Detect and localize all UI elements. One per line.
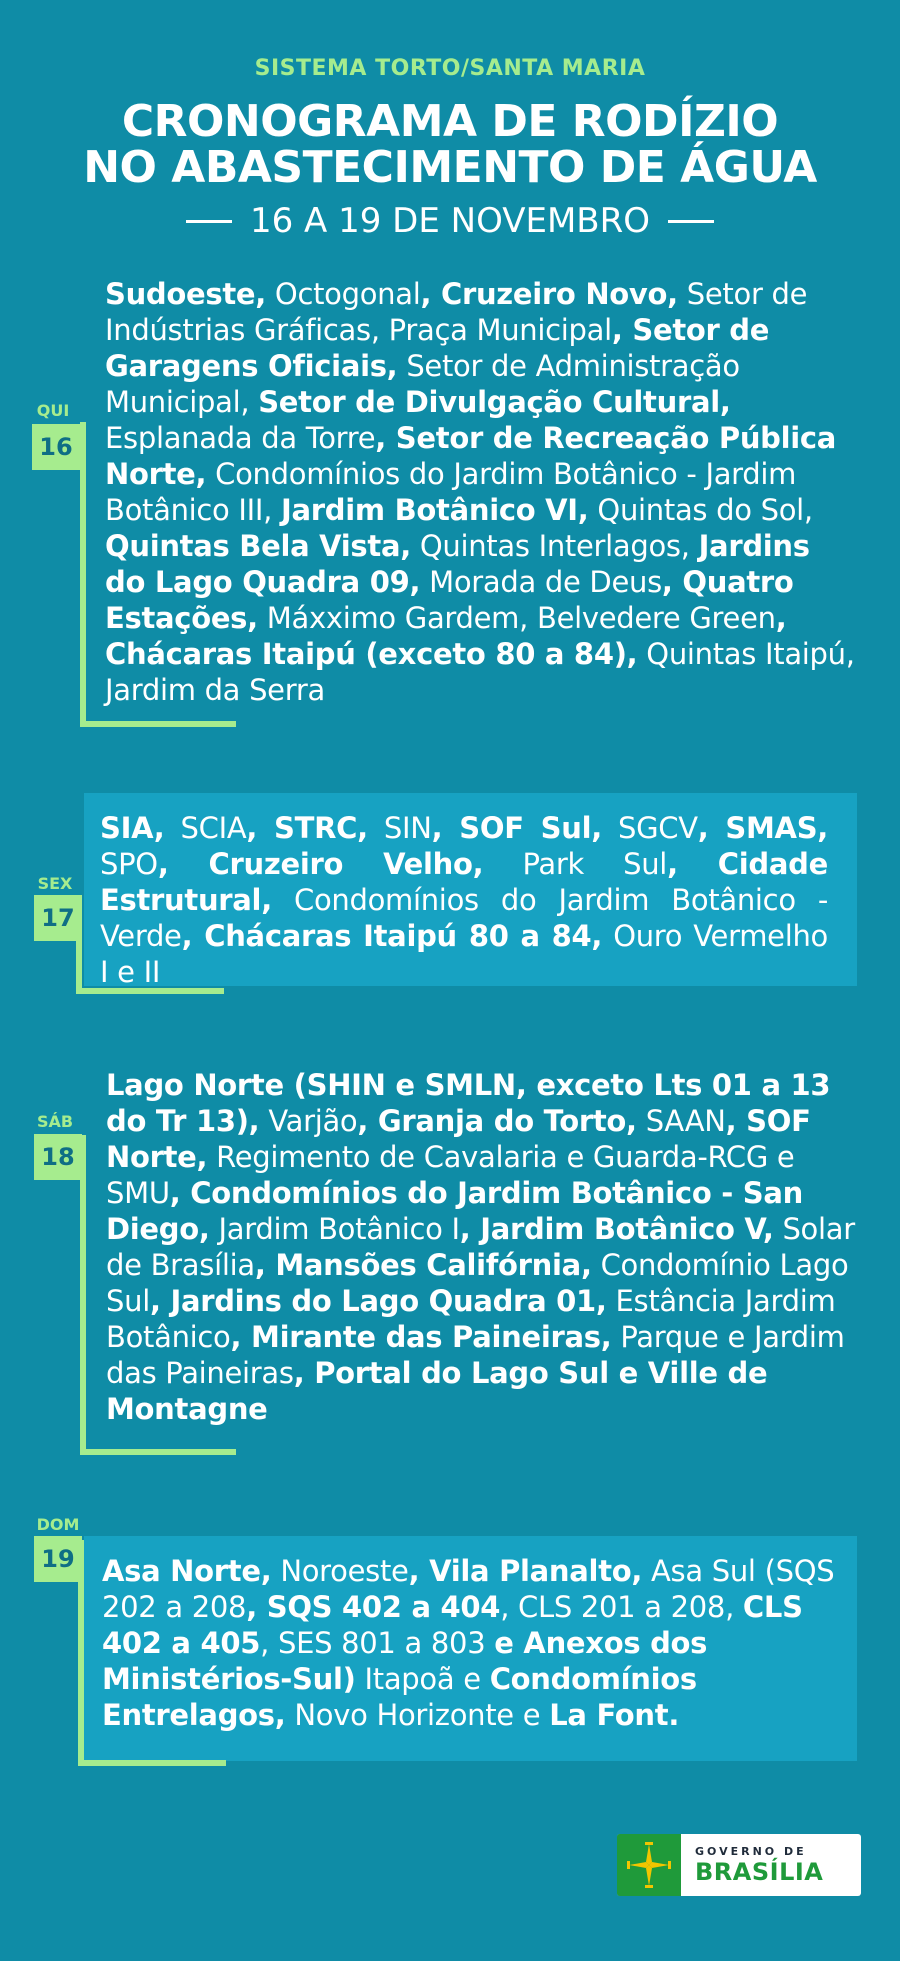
neighborhood-bold: La Font. (549, 1698, 680, 1732)
neighborhood-bold: , STRC, (246, 811, 368, 845)
neighborhood-bold: , Jardins do Lago Quadra 01, (149, 1284, 607, 1318)
logo-top-text: GOVERNO DE (695, 1844, 807, 1858)
neighborhood-regular: SPO (100, 847, 158, 881)
date-range-text: 16 A 19 DE NOVEMBRO (249, 201, 651, 241)
day-rail-foot (78, 1760, 226, 1766)
neighborhood-regular: Condomínios do Jardim Botânico - Verde (100, 883, 828, 953)
day-rail-foot (80, 1449, 236, 1455)
neighborhood-regular: Máxximo Gardem, Belvedere Green (257, 601, 776, 635)
neighborhood-list (102, 1553, 842, 1733)
neighborhood-regular: Condomínios do Jardim Botânico - Jardim Botânico III, (105, 457, 797, 527)
neighborhood-bold: , SOF Norte, (106, 1104, 811, 1174)
neighborhood-bold: , Chácaras Itaipú (exceto 80 a 84), (105, 601, 787, 671)
neighborhood-bold: , Condomínios do Jardim Botânico - San Diego, (106, 1176, 803, 1246)
neighborhood-regular: Asa Sul (SQS 202 a 208 (102, 1554, 835, 1624)
neighborhood-bold: , Chácaras Itaipú 80 a 84, (181, 919, 603, 953)
neighborhood-regular: Jardim Botânico I (209, 1212, 460, 1246)
neighborhood-regular: Noroeste (271, 1554, 409, 1588)
neighborhood-bold: Quintas Bela Vista, (105, 529, 411, 563)
neighborhood-regular: Solar de Brasília (106, 1212, 855, 1282)
neighborhood-regular: SAAN (636, 1104, 726, 1138)
neighborhood-regular: SIN (367, 811, 432, 845)
neighborhood-bold: Jardim Botânico VI, (281, 493, 589, 527)
day-number-badge: 16 (32, 424, 80, 470)
title-line-2: NO ABASTECIMENTO DE ÁGUA (83, 142, 817, 193)
day-rail-foot (80, 721, 236, 727)
neighborhood-regular: Parque e Jardim das Paineiras (106, 1320, 845, 1390)
system-subtitle: SISTEMA TORTO/SANTA MARIA (254, 56, 646, 81)
neighborhood-regular: SCIA (164, 811, 247, 845)
neighborhood-regular: Ouro Vermelho I e II (100, 919, 828, 989)
neighborhood-regular: Quintas Interlagos, (410, 529, 699, 563)
title-line-1: CRONOGRAMA DE RODÍZIO (121, 96, 779, 147)
neighborhood-regular: Morada de Deus (420, 565, 662, 599)
neighborhood-bold: , Vila Planalto, (408, 1554, 643, 1588)
dash-left (186, 220, 232, 223)
date-range (0, 201, 900, 241)
logo-text (681, 1834, 861, 1896)
neighborhood-regular: Setor de Administração Municipal, (105, 349, 740, 419)
neighborhood-bold: , Setor de Recreação Pública Norte, (105, 421, 837, 491)
neighborhood-bold: , Cruzeiro Novo, (420, 277, 678, 311)
neighborhood-bold: , Mirante das Paineiras, (230, 1320, 612, 1354)
neighborhood-bold: CLS 402 a 405 (102, 1590, 803, 1660)
neighborhood-bold: Asa Norte, (102, 1554, 272, 1588)
brasilia-emblem-icon (617, 1834, 681, 1896)
neighborhood-regular: , CLS 201 a 208, (500, 1590, 743, 1624)
neighborhood-regular: Itapoã e (355, 1662, 490, 1696)
neighborhood-bold: , Mansões Califórnia, (254, 1248, 592, 1282)
neighborhood-bold: , Granja do Torto, (357, 1104, 637, 1138)
neighborhood-bold: Sudoeste, (105, 277, 266, 311)
neighborhood-list (105, 276, 855, 708)
weekday-label: QUI (36, 401, 70, 420)
neighborhood-regular: Condomínio Lago Sul (106, 1248, 849, 1318)
logo-bottom-text: BRASÍLIA (695, 1857, 824, 1886)
neighborhood-regular: Regimento de Cavalaria e Guarda-RCG e SMU (106, 1140, 795, 1210)
neighborhood-list (106, 1067, 858, 1427)
neighborhood-regular: Esplanada da Torre (105, 421, 376, 455)
neighborhood-regular: Novo Horizonte e (285, 1698, 550, 1732)
neighborhood-bold: , Cidade Estrutural, (100, 847, 828, 917)
neighborhood-bold: , SQS 402 a 404 (246, 1590, 501, 1624)
neighborhood-bold: , Jardim Botânico V, (459, 1212, 774, 1246)
neighborhood-regular: Setor de Indústrias Gráficas, Praça Municipal (105, 277, 808, 347)
neighborhood-bold: e Anexos dos Ministérios-Sul) (102, 1626, 708, 1696)
neighborhood-bold: , Cruzeiro Velho, (157, 847, 484, 881)
neighborhood-bold: , SOF Sul, (431, 811, 602, 845)
day-number-badge: 18 (34, 1134, 82, 1180)
neighborhood-regular: Estância Jardim Botânico (106, 1284, 836, 1354)
governo-brasilia-logo (617, 1834, 861, 1896)
weekday-label: SEX (37, 874, 73, 893)
header (0, 56, 900, 241)
neighborhood-regular: Quintas Itaipú, Jardim da Serra (105, 637, 855, 707)
neighborhood-regular: , SES 801 a 803 (260, 1626, 495, 1660)
neighborhood-bold: , Portal do Lago Sul e Ville de Montagne (106, 1356, 768, 1426)
page-title (0, 96, 900, 193)
neighborhood-bold: , SMAS, (697, 811, 828, 845)
neighborhood-regular: Varjão (259, 1104, 358, 1138)
neighborhood-bold: Jardins do Lago Quadra 09, (105, 529, 810, 599)
neighborhood-bold: Condomínios Entrelagos, (102, 1662, 697, 1732)
neighborhood-regular: Park Sul (483, 847, 668, 881)
neighborhood-bold: Setor de Divulgação Cultural, (258, 385, 731, 419)
neighborhood-list (100, 810, 828, 990)
weekday-label: SÁB (36, 1112, 74, 1131)
neighborhood-bold: Lago Norte (SHIN e SMLN, exceto Lts 01 a 13 do Tr 13), (106, 1068, 831, 1138)
neighborhood-regular: SGCV (601, 811, 698, 845)
day-rail (80, 1135, 86, 1455)
day-number-badge: 17 (34, 895, 82, 941)
neighborhood-bold: SIA, (100, 811, 165, 845)
day-rail (80, 422, 86, 727)
weekday-label: DOM (36, 1515, 80, 1534)
dash-right (668, 220, 714, 223)
neighborhood-bold: , Quatro Estações, (105, 565, 794, 635)
neighborhood-bold: , Setor de Garagens Oficiais, (105, 313, 770, 383)
neighborhood-regular: Quintas do Sol, (588, 493, 813, 527)
day-number-badge: 19 (34, 1536, 82, 1582)
neighborhood-regular: Octogonal (266, 277, 421, 311)
